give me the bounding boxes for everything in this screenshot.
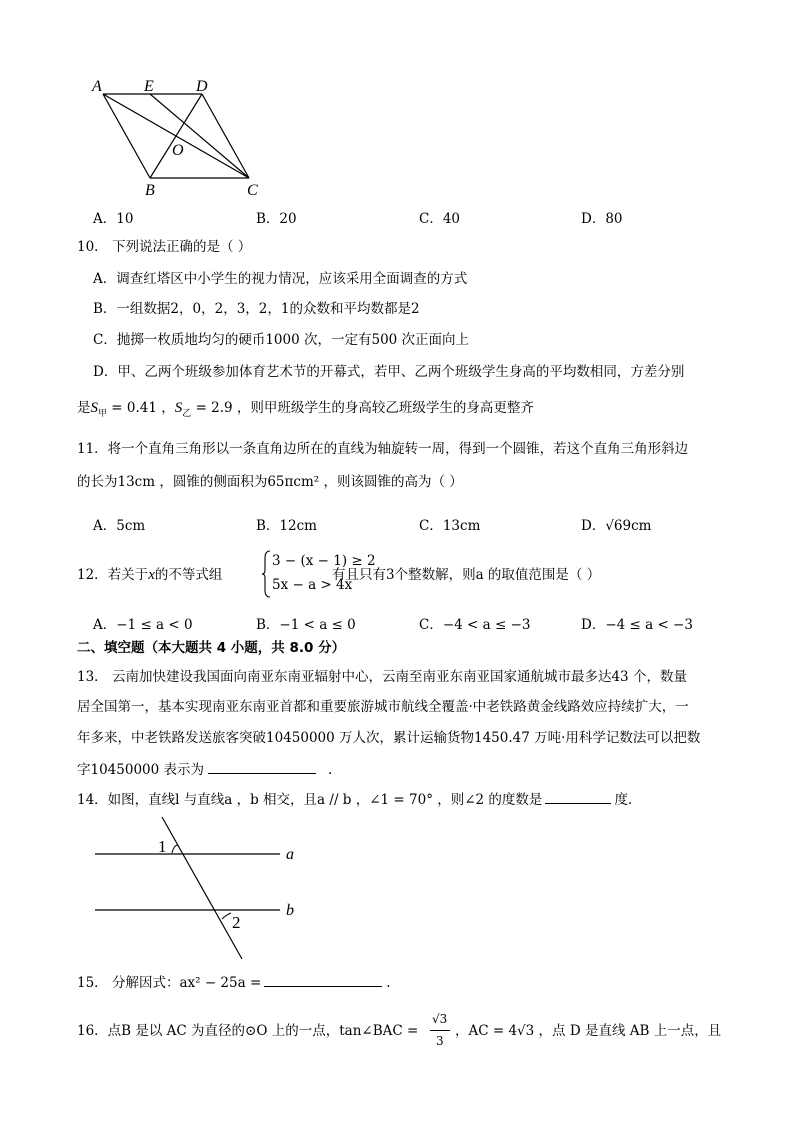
angle-1-label: 1 [158, 837, 167, 856]
q11-line1: 11．将一个直角三角形以一条直角边所在的直线为轴旋转一周，得到一个圆锥，若这个直角三角形斜边 [77, 441, 689, 457]
q11-option-d: D．√69cm [581, 518, 652, 534]
q14-stem-text: 14．如图，直线l 与直线a ，b 相交，且a // b ，∠1 = 70° ，则∠2 的度数是 [77, 792, 543, 808]
line-a-label: a [286, 846, 294, 863]
diag-bd [150, 94, 202, 178]
q9-option-a: A．10 [93, 211, 134, 227]
variance-symbol-2: S [174, 400, 183, 416]
q11-option-c: C．13cm [419, 518, 481, 534]
q16-fraction-num: √3 [432, 1012, 448, 1026]
q15-stem-text: 15． 分解因式：ax² − 25a = [77, 975, 262, 991]
q12-prefix-text: 12．若关于 [77, 567, 149, 583]
variance-sub-1: 甲 [98, 409, 108, 419]
q13-answer-blank[interactable] [208, 761, 316, 774]
q10-option-b: B．一组数据2，0，2，3，2，1的众数和平均数都是2 [93, 301, 420, 317]
variance-symbol-1: S [90, 400, 98, 416]
variance-sub-2: 乙 [182, 409, 192, 419]
q12-option-a: A．−1 ≤ a < 0 [93, 617, 193, 633]
angle-2-label: 2 [232, 913, 241, 932]
q14-stem [77, 791, 632, 809]
q13-period: . [328, 762, 333, 778]
q12-suffix: 有且只有3个整数解，则a 的取值范围是（ ） [332, 567, 601, 583]
q12-option-b: B．−1 < a ≤ 0 [256, 617, 356, 633]
q10-option-c: C．抛掷一枚质地均匀的硬币1000 次，一定有500 次正面向上 [93, 332, 470, 348]
q14-answer-blank[interactable] [545, 791, 611, 804]
q11-option-a: A．5cm [93, 518, 146, 534]
q14-unit: 度. [614, 792, 633, 808]
q16-text-a: 16．点B 是以 AC 为直径的⊙O 上的一点，tan∠BAC = [77, 1023, 419, 1039]
q10-stem: 10． 下列说法正确的是（ ） [77, 239, 252, 255]
q15-stem [77, 974, 391, 992]
q15-period: . [386, 975, 391, 991]
variance-value-1: = 0.41 ， [107, 400, 175, 416]
variance-value-2: = 2.9 ，则甲班级学生的身高较乙班级学生的身高更整齐 [191, 400, 534, 416]
q10-option-d-line1: D．甲、乙两个班级参加体育艺术节的开幕式，若甲、乙两个班级学生身高的平均数相同，方差分别 [93, 364, 685, 380]
parallel-lines-figure [92, 815, 312, 965]
q13-line3: 年多来，中老铁路发送旅客突破10450000 万人次，累计运输货物1450.47 万吨·用科学记数法可以把数 [77, 730, 701, 746]
q16-fraction-den-text: 3 [436, 1034, 444, 1048]
q12-x: x [148, 567, 155, 583]
q13-line4-text: 字10450000 表示为 [77, 762, 205, 778]
q9-option-c: C．40 [419, 211, 461, 227]
q10-option-d-line2 [77, 399, 534, 419]
parallelogram-figure [92, 78, 272, 200]
segment-ec [150, 94, 249, 178]
angle-1-arc [172, 845, 178, 853]
q11-option-b: B．12cm [256, 518, 317, 534]
label-c: C [247, 182, 258, 199]
q15-answer-blank[interactable] [264, 974, 382, 987]
q11-line2: 的长为13cm ，圆锥的侧面积为65πcm² ，则该圆锥的高为（ ） [77, 474, 463, 490]
q12-option-c: C．−4 < a ≤ −3 [419, 617, 531, 633]
q12-prefix [77, 566, 222, 584]
q12-inequality-2: 5x − a > 4x [272, 577, 353, 593]
label-d: D [196, 78, 208, 95]
q10-option-a: A．调查红塔区中小学生的视力情况，应该采用全面调查的方式 [93, 271, 468, 287]
q12-inequality-1: 3 − (x − 1) ≥ 2 [272, 553, 376, 569]
line-b-label: b [286, 902, 294, 919]
q12-mid-text: 的不等式组 [154, 567, 223, 583]
label-e: E [144, 78, 154, 95]
q16-fraction-bar [430, 1030, 450, 1031]
label-o: O [172, 142, 184, 159]
section-title-fill-in: 二、填空题（本大题共 4 小题，共 8.0 分） [77, 640, 346, 656]
label-b: B [145, 182, 155, 199]
q13-line1: 13． 云南加快建设我国面向南亚东南亚辐射中心，云南至南亚东南亚国家通航城市最多达43 个，数量 [77, 669, 687, 685]
q13-line2: 居全国第一，基本实现南亚东南亚首都和重要旅游城市航线全覆盖·中老铁路黄金线路效应持续扩大，一 [77, 699, 689, 715]
q12-option-d: D．−4 ≤ a < −3 [581, 617, 693, 633]
q13-line4 [77, 761, 332, 779]
edge-dc [202, 94, 249, 178]
edge-ab [103, 94, 150, 178]
angle-2-arc [222, 913, 231, 919]
q9-option-b: B．20 [256, 211, 297, 227]
label-a: A [92, 78, 102, 95]
q16-text-b: ，AC = 4√3 ，点 D 是直线 AB 上一点，且 [455, 1023, 722, 1039]
q12-brace [262, 550, 272, 598]
q10-d2-prefix: 是 [77, 400, 91, 416]
q9-option-d: D．80 [581, 211, 623, 227]
transversal-l [162, 817, 242, 959]
